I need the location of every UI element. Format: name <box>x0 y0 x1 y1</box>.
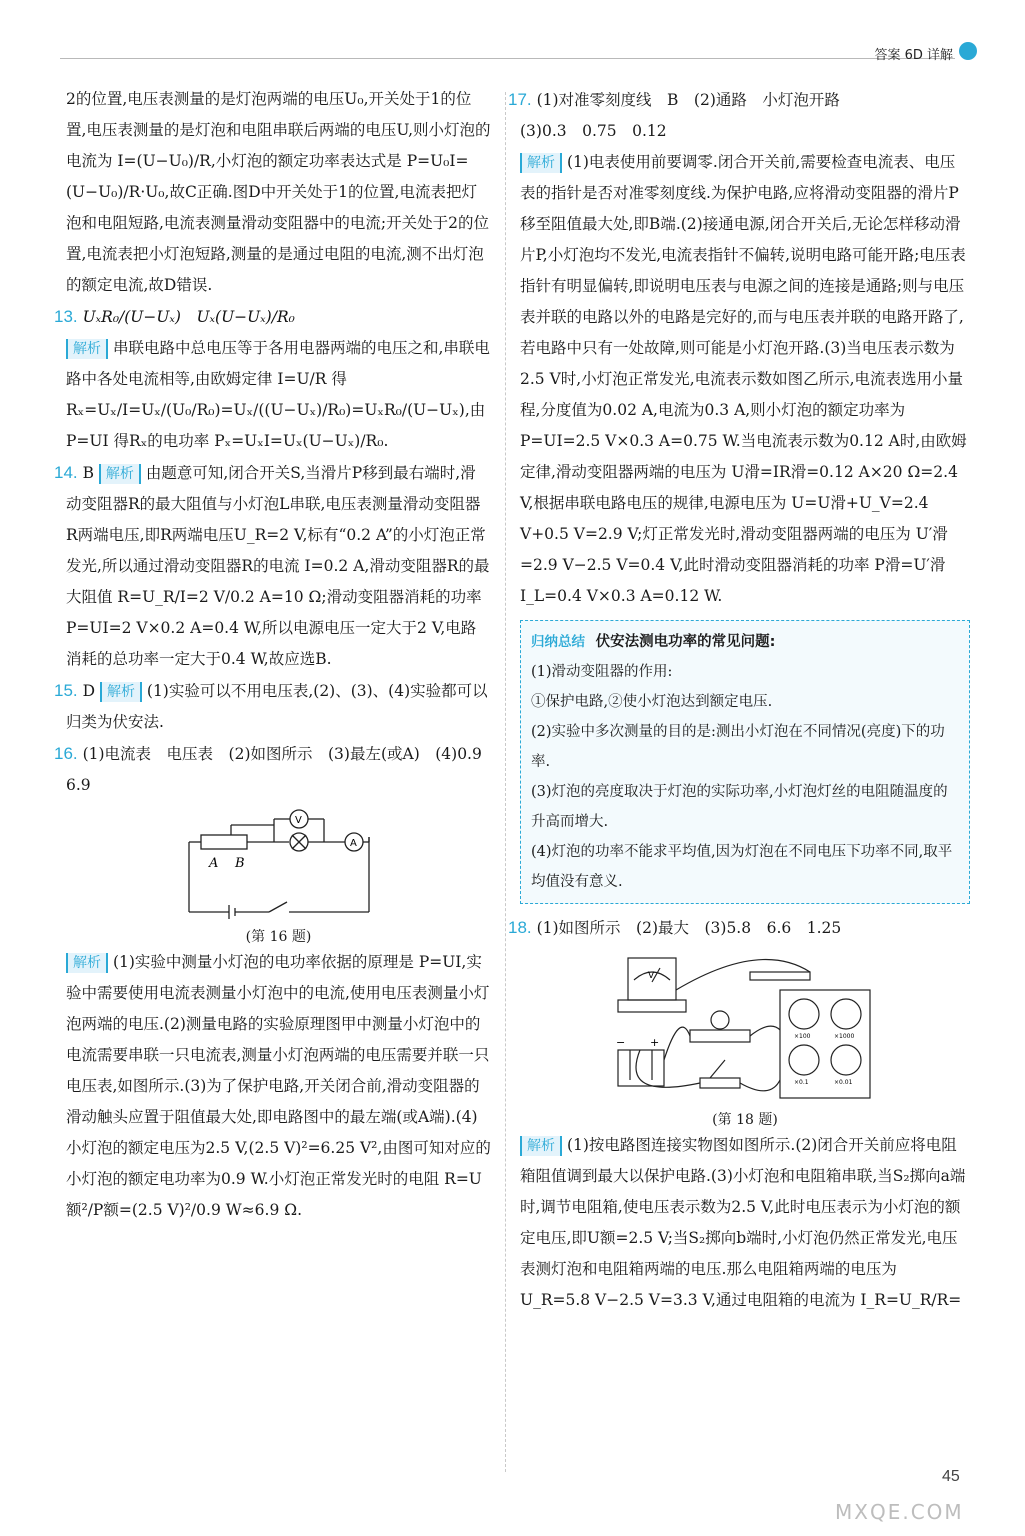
summary-item: (3)灯泡的亮度取决于灯泡的实际功率,小灯泡灯丝的电阻随温度的升高而增大. <box>531 784 948 830</box>
q14-answer-text: B <box>82 464 94 482</box>
q14-number: 14. <box>54 463 78 482</box>
q18-answer-text: (1)如图所示 (2)最大 (3)5.8 6.6 1.25 <box>536 919 842 937</box>
continued-paragraph: 2的位置,电压表测量的是灯泡两端的电压U₀,开关处于1的位置,电压表测量的是灯泡和电阻串联后两端的电压U,则小灯泡的电流为 I=(U−U₀)/R,小灯泡的额定功率表达式是 P=U₀I=(U−U₀)/R·U₀,故C正确.图D中开关处于1的位置,电流表把灯泡和电阻短路,电流表测量滑动变阻器中的电流;开关处于2的位置,电流表把小灯泡短路,测量的是通过电阻的电流,测不出灯泡的额定电流,故D错误. <box>66 90 491 294</box>
q16-analysis-tag: 解析 <box>66 953 108 973</box>
q15-answer-text: D <box>82 682 96 700</box>
summary-box <box>520 620 970 904</box>
label-amm: A <box>349 838 357 849</box>
q17-analysis <box>520 147 970 612</box>
q16-analysis-text: (1)实验中测量小灯泡的电功率依据的原理是 P=UI,实验中需要使用电流表测量小灯泡中的电流,使用电压表测量小灯泡两端的电压.(2)测量电路的实验原理图甲中测量小灯泡中的电流需要串联一只电流表,测量小灯泡两端的电压需要并联一只电压表,如图所示.(3)为了保护电路,开关闭合前,滑动变阻器的滑动触头应置于阻值最大处,即电路图中的最左端(或A端).(4)小灯泡的额定电压为2.5 V,(2.5 V)²=6.25 V²,由图可知对应的小灯泡的额定电功率为0.9 W.小灯泡正常发光时的电阻 R=U额²/P额=(2.5 V)²/0.9 W≈6.9 Ω. <box>66 953 491 1219</box>
knob-label: ×100 <box>794 1033 811 1040</box>
q15-answer <box>54 675 491 738</box>
page-number: 45 <box>942 1468 960 1485</box>
label-b: B <box>234 856 245 871</box>
q15-number: 15. <box>54 681 78 700</box>
minus-label: − <box>616 1036 626 1049</box>
right-column <box>508 84 970 1316</box>
watermark: MXQE.COM <box>835 1500 964 1524</box>
q17-answer-line1: (1)对准零刻度线 B (2)通路 小灯泡开路 <box>536 91 840 109</box>
q16-figure-caption: (第 16 题) <box>245 929 312 945</box>
summary-item: (1)滑动变阻器的作用: <box>531 664 673 680</box>
summary-item: (4)灯泡的功率不能求平均值,因为灯泡在不同电压下功率不同,取平均值没有意义. <box>531 844 953 890</box>
q17-analysis-tag: 解析 <box>520 153 562 173</box>
q16-circuit-diagram <box>179 807 379 927</box>
q18-answer <box>508 912 970 944</box>
q13-analysis <box>66 333 491 457</box>
label-v: V <box>294 815 302 826</box>
q15-analysis-text: (1)实验可以不用电压表,(2)、(3)、(4)实验都可以归类为伏安法. <box>66 682 488 731</box>
q14-analysis-tag: 解析 <box>99 464 141 484</box>
switch2-icon <box>700 1078 740 1088</box>
q13-number: 13. <box>54 307 78 326</box>
q18-number: 18. <box>508 918 532 937</box>
q15-analysis-tag: 解析 <box>100 682 142 702</box>
q13-analysis-tag: 解析 <box>66 339 108 359</box>
switch-icon <box>750 972 810 980</box>
q16-answer-text: (1)电流表 电压表 (2)如图所示 (3)最左(或A) (4)0.9 6.9 <box>66 745 498 794</box>
label-a: A <box>208 856 218 871</box>
bulb-device-icon <box>711 1011 729 1029</box>
q16-number: 16. <box>54 744 78 763</box>
knob-label: ×1000 <box>834 1033 855 1040</box>
q18-apparatus-diagram <box>610 950 880 1110</box>
meter-label: V <box>648 971 655 981</box>
column-separator <box>505 92 506 1472</box>
q16-analysis <box>66 947 491 1226</box>
header-rule <box>60 58 955 59</box>
q17-analysis-text: (1)电表使用前要调零.闭合开关前,需要检查电流表、电压表的指针是否对准零刻度线.为保护电路,应将滑动变阻器的滑片P移至阻值最大处,即B端.(2)接通电源,闭合开关后,无论怎样移动滑片P,小灯泡均不发光,电流表指针不偏转,说明电路可能开路;电压表指针有明显偏转,即说明电压表与电源之间的连接是通路;则与电压表并联的电路以外的电路是完好的,而与电压表并联的电路开路了,若电路中只有一处故障,则可能是小灯泡开路.(3)当电压表示数为2.5 V时,小灯泡正常发光,电流表示数如图乙所示,电流表选用小量程,分度值为0.02 A,电流为0.3 A,则小灯泡的额定功率为 P=UI=2.5 V×0.3 A=0.75 W.当电流表示数为0.12 A时,由欧姆定律,滑动变阻器两端的电压为 U滑=IR滑=0.12 A×20 Ω=2.4 V,根据串联电路电压的规律,电源电压为 U=U滑+U_V=2.4 V+0.5 V=2.9 V;灯正常发光时,滑动变阻器两端的电压为 U′滑=2.9 V−2.5 V=0.4 V,此时滑动变阻器消耗的功率 P滑=U′滑I_L=0.4 V×0.3 A=0.12 W. <box>520 153 967 605</box>
q18-analysis-text: (1)按电路图连接实物图如图所示.(2)闭合开关前应将电阻箱阻值调到最大以保护电路.(3)小灯泡和电阻箱串联,当S₂掷向a端时,调节电阻箱,使电压表示数为2.5 V,此时电压表示为小灯泡的额定电压,即U额=2.5 V;当S₂掷向b端时,小灯泡仍然正常发光,电压表测灯泡和电阻箱两端的电压.那么电阻箱两端的电压为 U_R=5.8 V−2.5 V=3.3 V,通过电阻箱的电流为 I_R=U_R/R= <box>520 1136 966 1309</box>
rheostat-icon <box>201 835 247 849</box>
knob-label: ×0.1 <box>794 1079 809 1086</box>
summary-header <box>531 627 959 657</box>
q14-answer <box>54 457 491 675</box>
q13-analysis-text: 串联电路中总电压等于各用电器两端的电压之和,串联电路中各处电流相等,由欧姆定律 I=U/R 得 Rₓ=Uₓ/I=Uₓ/(U₀/R₀)=Uₓ/((U−Uₓ)/R₀)=UₓR₀/(U−Uₓ),由 P=UI 得Rₓ的电功率 Pₓ=UₓI=Uₓ(U−Uₓ)/R₀. <box>66 339 490 450</box>
q17-answer <box>508 84 970 116</box>
q14-analysis-text: 由题意可知,闭合开关S,当滑片P移到最右端时,滑动变阻器R的最大阻值与小灯泡L串联,电压表测量滑动变阻器R两端电压,即R两端电压U_R=2 V,标有“0.2 A”的小灯泡正常发光,所以通过滑动变阻器R的电流 I=0.2 A,滑动变阻器R的最大阻值 R=U_R/I=2 V/0.2 A=10 Ω;滑动变阻器消耗的功率 P=UI=2 V×0.2 A=0.4 W,所以电源电压一定大于2 V,电路消耗的总功率一定大于0.4 W,故应选B. <box>66 464 490 668</box>
summary-item: ①保护电路,②使小灯泡达到额定电压. <box>531 694 773 710</box>
q18-analysis <box>520 1130 970 1316</box>
q18-figure-caption: (第 18 题) <box>712 1112 778 1128</box>
header-badge-icon <box>959 42 977 60</box>
summary-item: (2)实验中多次测量的目的是:测出小灯泡在不同情况(亮度)下的功率. <box>531 724 945 770</box>
knob-label: ×0.01 <box>834 1079 853 1086</box>
summary-title: 伏安法测电功率的常见问题: <box>595 634 776 650</box>
plus-label: + <box>650 1036 660 1049</box>
q17-answer-2: (3)0.3 0.75 0.12 <box>520 122 667 140</box>
q17-number: 17. <box>508 90 532 109</box>
q13-answer <box>54 301 491 333</box>
left-column <box>54 84 498 1226</box>
q13-answer-text: UₓR₀/(U−Uₓ) Uₓ(U−Uₓ)/R₀ <box>82 308 295 326</box>
header-title: 答案 6D 详解 <box>874 48 953 63</box>
q18-analysis-tag: 解析 <box>520 1136 562 1156</box>
q16-answer <box>54 738 498 801</box>
summary-label: 归纳总结 <box>531 634 585 650</box>
bulb-base-icon <box>690 1030 750 1042</box>
